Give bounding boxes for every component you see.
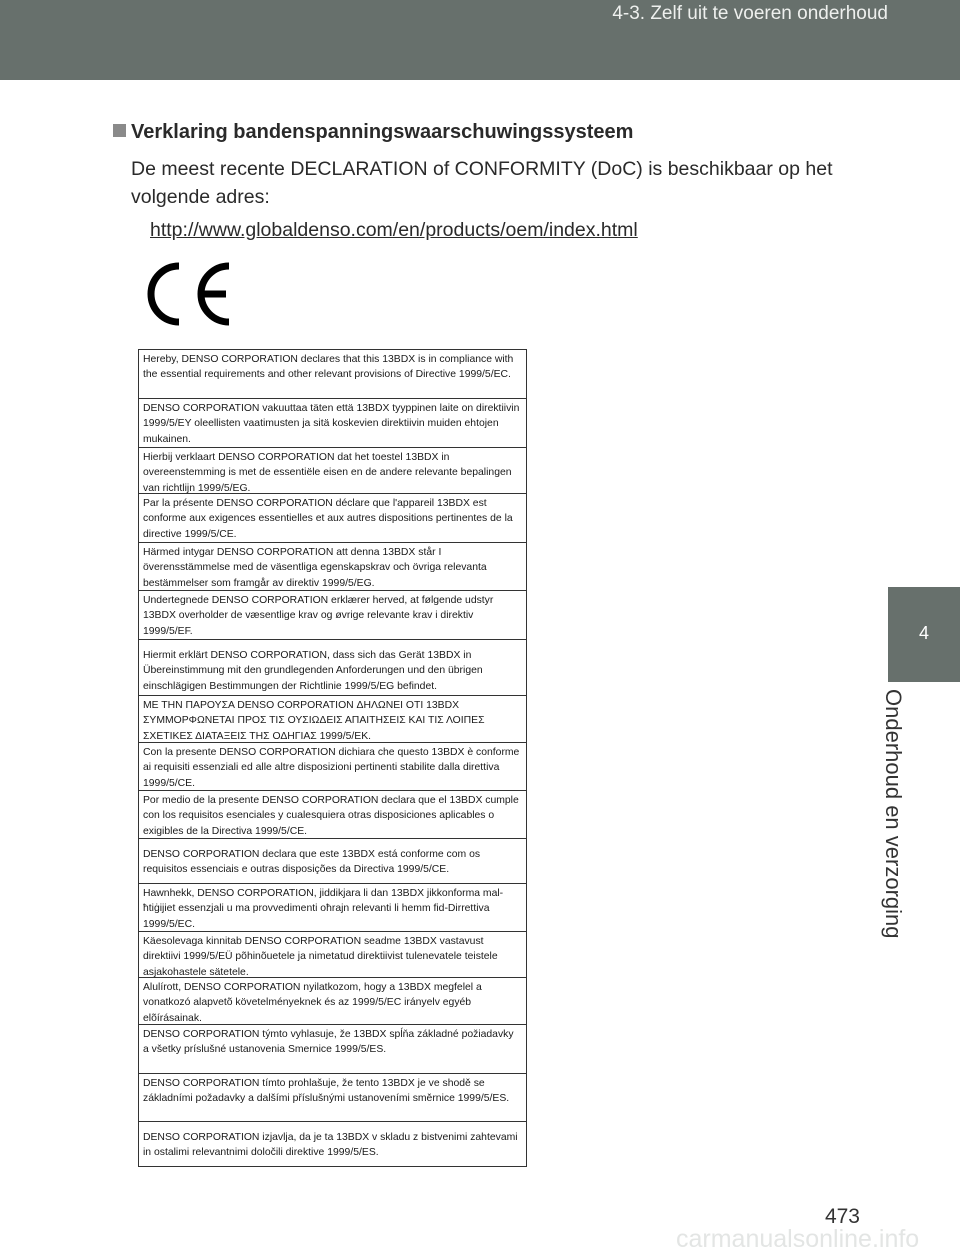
declaration-da: Undertegnede DENSO CORPORATION erklærer herved, at følgende udstyr 13BDX overholder de væsentlige krav og øvrige relevante krav i direktiv 1999/5/EF. — [139, 591, 526, 640]
ce-mark-icon — [146, 262, 236, 331]
chapter-label: Onderhoud en verzorging — [881, 689, 906, 939]
declaration-es: Por medio de la presente DENSO CORPORATION declara que el 13BDX cumple con los requisitos esenciales y cualesquiera otras disposiciones aplicables o exigibles de la Directiva 1999/5/CE. — [139, 791, 526, 839]
declaration-cs: DENSO CORPORATION tímto prohlašuje, že tento 13BDX je ve shodě se základními požadavky a dalšími příslušnými ustanoveními směrnice 1999/5/ES. — [139, 1074, 526, 1122]
square-bullet-icon — [113, 124, 126, 137]
declaration-de: Hiermit erklärt DENSO CORPORATION, dass sich das Gerät 13BDX in Übereinstimmung mit den grundlegenden Anforderungen und den übrigen einschlägigen Bestimmungen der Richtlinie 1999/5/EG befindet. — [139, 640, 526, 696]
declaration-pt: DENSO CORPORATION declara que este 13BDX está conforme com os requisitos essenciais e outras disposições da Directiva 1999/5/CE. — [139, 839, 526, 884]
declaration-sk: DENSO CORPORATION týmto vyhlasuje, že 13BDX spĺňa základné požiadavky a všetky príslušné ustanovenia Smernice 1999/5/ES. — [139, 1025, 526, 1074]
page-number: 473 — [824, 1205, 860, 1228]
watermark: carmanualsonline.info — [676, 1225, 920, 1253]
header-bar — [0, 0, 960, 80]
declaration-sv: Härmed intygar DENSO CORPORATION att denna 13BDX står I överensstämmelse med de väsentliga egenskapskrav och övriga relevanta bestämmelser som framgår av direktiv 1999/5/EG. — [139, 543, 526, 591]
declaration-sl: DENSO CORPORATION izjavlja, da je ta 13BDX v skladu z bistvenimi zahtevami in ostalimi relevantnimi določili direktive 1999/5/ES. — [143, 1132, 518, 1159]
declaration-en: Hereby, DENSO CORPORATION declares that this 13BDX is in compliance with the essential requirements and other relevant provisions of Directive 1999/5/EC. — [139, 350, 526, 399]
section-header: 4-3. Zelf uit te voeren onderhoud — [612, 3, 888, 24]
declaration-et: Käesolevaga kinnitab DENSO CORPORATION seadme 13BDX vastavust direktiivi 1999/5/EÜ põhinõuetele ja nimetatud direktiivist tulenevatele teistele asjakohastele sätetele. — [139, 932, 526, 978]
declaration-hu: Alulírott, DENSO CORPORATION nyilatkozom, hogy a 13BDX megfelel a vonatkozó alapvetõ követelményeknek és az 1999/5/EC irányelv egyéb elõírásainak. — [139, 978, 526, 1025]
declaration-it: Con la presente DENSO CORPORATION dichiara che questo 13BDX è conforme ai requisiti essenziali ed alle altre disposizioni pertinenti stabilite dalla direttiva 1999/5/CE. — [139, 743, 526, 791]
declaration-el: ΜΕ ΤΗΝ ΠΑΡΟΥΣΑ DENSO CORPORATION ΔΗΛΩΝΕΙ ΟΤΙ 13BDX ΣΥΜΜΟΡΦΩΝΕΤΑΙ ΠΡΟΣ ΤΙΣ ΟΥΣΙΩΔΕΙΣ ΑΠΑΙΤΗΣΕΙΣ ΚΑΙ ΤΙΣ ΛΟΙΠΕΣ ΣΧΕΤΙΚΕΣ ΔΙΑΤΑΞΕΙΣ ΤΗΣ ΟΔΗΓΙΑΣ 1999/5/ΕΚ. — [139, 696, 526, 743]
declaration-mt: Hawnhekk, DENSO CORPORATION, jiddikjara li dan 13BDX jikkonforma mal-ħtiġijiet essenzjali u ma provvedimenti oħrajn relevanti li hemm fid-Dirrettiva 1999/5/EC. — [139, 884, 526, 932]
intro-paragraph: De meest recente DECLARATION of CONFORMITY (DoC) is beschikbaar op het volgende adres: — [131, 158, 833, 208]
declaration-fr: Par la présente DENSO CORPORATION déclare que l'appareil 13BDX est conforme aux exigences essentielles et aux autres dispositions pertinentes de la directive 1999/5/CE. — [139, 494, 526, 543]
declaration-nl: Hierbij verklaart DENSO CORPORATION dat het toestel 13BDX in overeenstemming is met de essentiële eisen en de andere relevante bepalingen van richtlijn 1999/5/EG. — [139, 448, 526, 494]
heading-text: Verklaring bandenspanningswaarschuwingssysteem — [131, 121, 634, 143]
chapter-number: 4 — [918, 623, 929, 643]
conformity-declarations-table — [138, 349, 527, 1167]
declaration-fi: DENSO CORPORATION vakuuttaa täten että 13BDX tyyppinen laite on direktiivin 1999/5/EY oleellisten vaatimusten ja sitä koskevien direktiivin muiden ehtojen mukainen. — [139, 399, 526, 448]
section-heading — [113, 121, 633, 144]
doc-url-link[interactable]: http://www.globaldenso.com/en/products/oem/index.html — [150, 219, 638, 241]
chapter-tab — [888, 587, 960, 682]
